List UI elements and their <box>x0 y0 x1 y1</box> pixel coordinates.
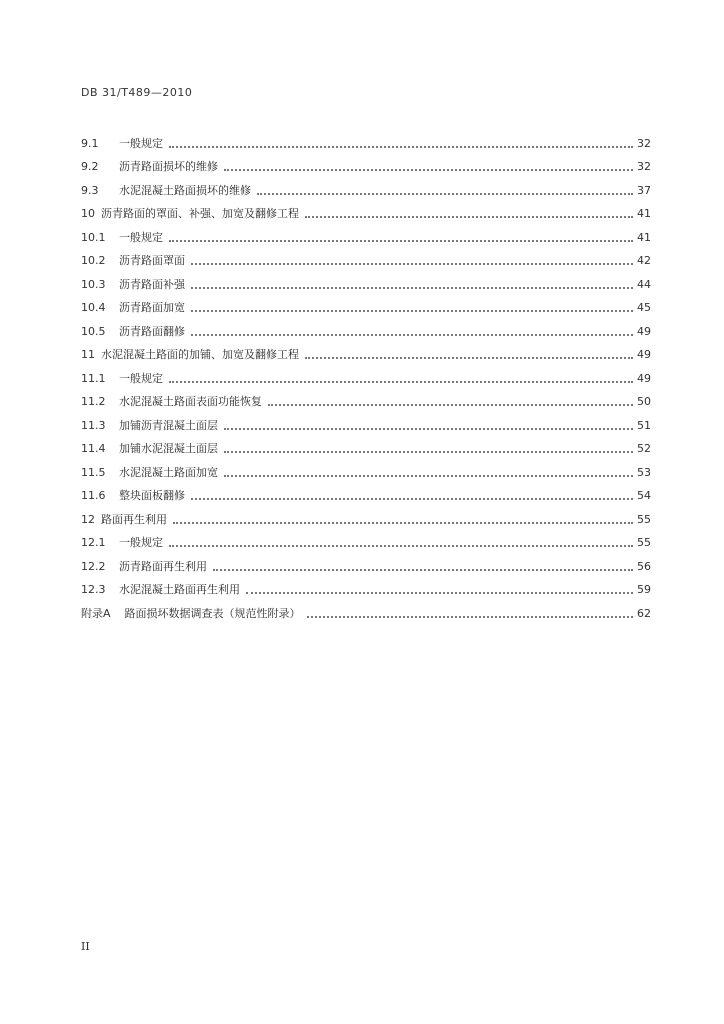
toc-entry-number: 11.2 <box>81 395 106 408</box>
toc-entry-page: 49 <box>637 371 651 385</box>
toc-entry-title: 一般规定 <box>119 536 163 549</box>
toc-chapter-page: 55 <box>637 512 651 526</box>
toc-entry-number: 9.1 <box>81 136 99 150</box>
toc-dot-leader <box>169 381 633 383</box>
page-number: II <box>81 940 90 953</box>
toc-entry-page: 54 <box>637 489 651 502</box>
toc-entry-title: 沥青路面补强 <box>119 277 185 291</box>
toc-entry-title: 沥青路面损坏的维修 <box>119 160 218 173</box>
toc-entry-page: 55 <box>637 536 651 549</box>
toc-chapter-title: 水泥混凝土路面的加铺、加宽及翻修工程 <box>101 348 299 361</box>
toc-entry[interactable] <box>81 550 651 574</box>
toc-entry-page: 32 <box>637 160 651 173</box>
toc-chapter-page: 49 <box>637 348 651 361</box>
toc-dot-leader <box>257 193 633 195</box>
toc-entry-page: 56 <box>637 559 651 573</box>
toc-appendix[interactable] <box>81 597 651 621</box>
toc-entry[interactable] <box>81 574 651 598</box>
toc-dot-leader <box>305 357 633 359</box>
toc-dot-leader <box>224 428 633 430</box>
toc-entry[interactable] <box>81 480 651 504</box>
document-code: DB 31/T489—2010 <box>81 86 193 99</box>
toc-entry-number: 10.4 <box>81 301 106 314</box>
toc-entry[interactable] <box>81 433 651 457</box>
toc-entry-title: 加铺沥青混凝土面层 <box>119 418 218 432</box>
toc-entry-number: 10.3 <box>81 277 106 291</box>
toc-entry-title: 水泥混凝土路面损坏的维修 <box>119 183 251 197</box>
toc-entry-number: 12.2 <box>81 559 106 573</box>
toc-entry-number: 10.5 <box>81 324 106 338</box>
toc-entry-number: 11.4 <box>81 442 106 455</box>
toc-entry-title: 水泥混凝土路面加宽 <box>119 465 218 479</box>
toc-dot-leader <box>268 404 633 406</box>
toc-chapter-title: 沥青路面的罩面、补强、加宽及翻修工程 <box>101 207 299 220</box>
toc-entry-page: 49 <box>637 324 651 338</box>
toc-entry-title: 一般规定 <box>119 371 163 385</box>
toc-entry-page: 44 <box>637 277 651 291</box>
toc-entry-number: 11.1 <box>81 371 106 385</box>
toc-entry-number: 9.3 <box>81 183 99 197</box>
toc-entry-title: 加铺水泥混凝土面层 <box>119 442 218 455</box>
toc-entry[interactable] <box>81 127 651 151</box>
toc-entry-page: 32 <box>637 136 651 150</box>
toc-entry-page: 51 <box>637 418 651 432</box>
toc-entry[interactable] <box>81 268 651 292</box>
toc-chapter[interactable] <box>81 503 651 527</box>
toc-dot-leader <box>224 169 633 171</box>
toc-entry-number: 11.6 <box>81 489 106 502</box>
toc-entry[interactable] <box>81 174 651 198</box>
toc-entry-title: 水泥混凝土路面表面功能恢复 <box>119 395 262 408</box>
toc-entry-number: 12.1 <box>81 536 106 549</box>
table-of-contents <box>81 127 651 621</box>
toc-entry-title: 沥青路面加宽 <box>119 301 185 314</box>
toc-dot-leader <box>191 334 633 336</box>
toc-entry[interactable] <box>81 151 651 175</box>
toc-dot-leader <box>173 522 633 524</box>
toc-entry-title: 沥青路面再生利用 <box>119 559 207 573</box>
toc-chapter-number: 12 <box>81 512 95 526</box>
toc-dot-leader <box>246 592 633 594</box>
toc-entry-number: 10.1 <box>81 230 106 244</box>
toc-entry[interactable] <box>81 245 651 269</box>
toc-dot-leader <box>213 569 633 571</box>
toc-dot-leader <box>305 216 633 218</box>
toc-entry-title: 一般规定 <box>119 136 163 150</box>
toc-entry-page: 42 <box>637 254 651 267</box>
toc-entry-page: 59 <box>637 583 651 596</box>
toc-entry-page: 37 <box>637 183 651 197</box>
toc-entry-page: 41 <box>637 230 651 244</box>
toc-appendix-title: 路面损坏数据调查表（规范性附录） <box>124 606 301 620</box>
toc-entry[interactable] <box>81 527 651 551</box>
toc-entry[interactable] <box>81 386 651 410</box>
toc-chapter-number: 10 <box>81 207 95 220</box>
toc-chapter-page: 41 <box>637 207 651 220</box>
toc-dot-leader <box>307 616 633 618</box>
toc-entry-title: 沥青路面翻修 <box>119 324 185 338</box>
toc-dot-leader <box>224 475 633 477</box>
toc-entry-number: 11.5 <box>81 465 106 479</box>
toc-dot-leader <box>169 545 633 547</box>
toc-appendix-label: 附录A <box>81 606 111 620</box>
toc-dot-leader <box>169 146 633 148</box>
toc-entry[interactable] <box>81 456 651 480</box>
toc-chapter[interactable] <box>81 198 651 222</box>
toc-entry-page: 52 <box>637 442 651 455</box>
toc-entry-title: 沥青路面罩面 <box>119 254 185 267</box>
toc-chapter[interactable] <box>81 339 651 363</box>
toc-entry-number: 9.2 <box>81 160 99 173</box>
toc-chapter-number: 11 <box>81 348 95 361</box>
toc-entry-title: 整块面板翻修 <box>119 489 185 502</box>
toc-entry-number: 12.3 <box>81 583 106 596</box>
toc-entry-page: 53 <box>637 465 651 479</box>
toc-entry[interactable] <box>81 221 651 245</box>
toc-entry[interactable] <box>81 292 651 316</box>
toc-entry[interactable] <box>81 315 651 339</box>
toc-entry-page: 45 <box>637 301 651 314</box>
toc-entry-page: 50 <box>637 395 651 408</box>
toc-appendix-page: 62 <box>637 606 651 620</box>
toc-entry-title: 一般规定 <box>119 230 163 244</box>
toc-entry-title: 水泥混凝土路面再生利用 <box>119 583 240 596</box>
toc-dot-leader <box>191 287 633 289</box>
toc-dot-leader <box>191 263 633 265</box>
toc-chapter-title: 路面再生利用 <box>101 512 167 526</box>
toc-dot-leader <box>191 310 633 312</box>
toc-dot-leader <box>169 240 633 242</box>
toc-entry[interactable] <box>81 409 651 433</box>
toc-entry[interactable] <box>81 362 651 386</box>
toc-entry-number: 11.3 <box>81 418 106 432</box>
toc-dot-leader <box>191 498 633 500</box>
toc-entry-number: 10.2 <box>81 254 106 267</box>
toc-dot-leader <box>224 451 633 453</box>
